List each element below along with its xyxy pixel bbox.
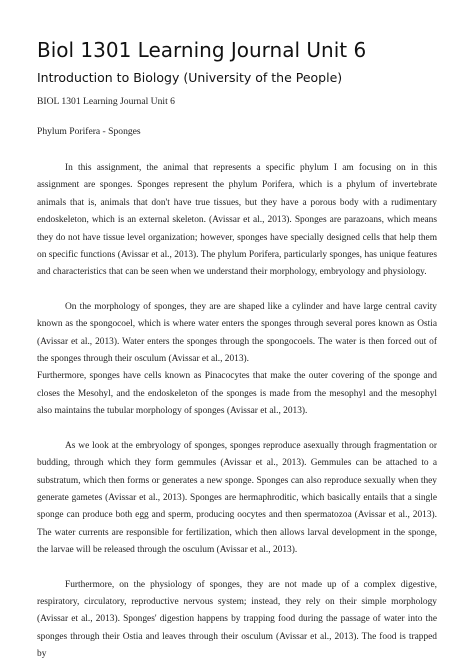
paragraph-intro: In this assignment, the animal that represents a specific phylum I am focusing on in this assignment are sponges. Sponges represent the phylum Porifera, which is a phylum of invertebrate animals that is, animals that don't have true tissues, but they have a porous body with a rudimentary endoskeleton, which is an external skeleton. (Avissar et al., 2013). Sponges are parazoans, which means they do not have tissue level organization; however, sponges have specially designed cells that help them on specific functions (Avissar et al., 2013). The phylum Porifera, particularly sponges, has unique features and characteristics that can be seen when we understand their morphology, embryology and physiology. — [37, 163, 437, 278]
paragraph-physiology: Furthermore, on the physiology of sponges, they are not made up of a complex digestive, respiratory, circulatory, reproductive nervous system; instead, they rely on their simple morphology (Avissar et al., 2013). Sponges' digestion happens by trapping food during the passage of water into the sponges through their Ostia and leaves through their osculum (Avissar et al., 2013). The food is trapped by — [37, 579, 437, 660]
document-subtitle: Introduction to Biology (University of the People) — [37, 70, 343, 85]
paragraph-pinacocytes: Furthermore, sponges have cells known as Pinacocytes that make the outer covering of the sponge and closes the Mesohyl, and the endoskeleton of the sponges is made from the mesophyl and the mesophyl also maintains the tubular morphology of sponges (Avissar et al., 2013). — [37, 371, 437, 417]
section-title: Phylum Porifera - Sponges — [37, 126, 141, 137]
document-body — [37, 160, 437, 664]
paragraph-embryology: As we look at the embryology of sponges, sponges reproduce asexually through fragmentation or budding, through which they form gemmules (Avissar et al., 2013). Gemmules can be attached to a substratum, which then forms or generates a new sponge. Sponges can also reproduce sexually when they generate gametes (Avissar et al., 2013). Sponges are hermaphroditic, which basically entails that a single sponge can produce both egg and sperm, producing oocytes and then spermatozoa (Avissar et al., 2013). The water currents are responsible for fertilization, which then allows larval development in the sponge, the larvae will be released through the osculum (Avissar et al., 2013). — [37, 440, 437, 556]
header-line: BIOL 1301 Learning Journal Unit 6 — [37, 96, 175, 107]
document-title: Biol 1301 Learning Journal Unit 6 — [37, 38, 367, 62]
paragraph-morphology: On the morphology of sponges, they are are shaped like a cylinder and have large central cavity known as the spongocoel, which is where water enters the sponges through several pores known as Ostia (Avissar et al., 2013). Water enters the sponges through the spongocoels. The water is then forced out of the sponges through their osculum (Avissar et al., 2013). — [37, 301, 437, 365]
